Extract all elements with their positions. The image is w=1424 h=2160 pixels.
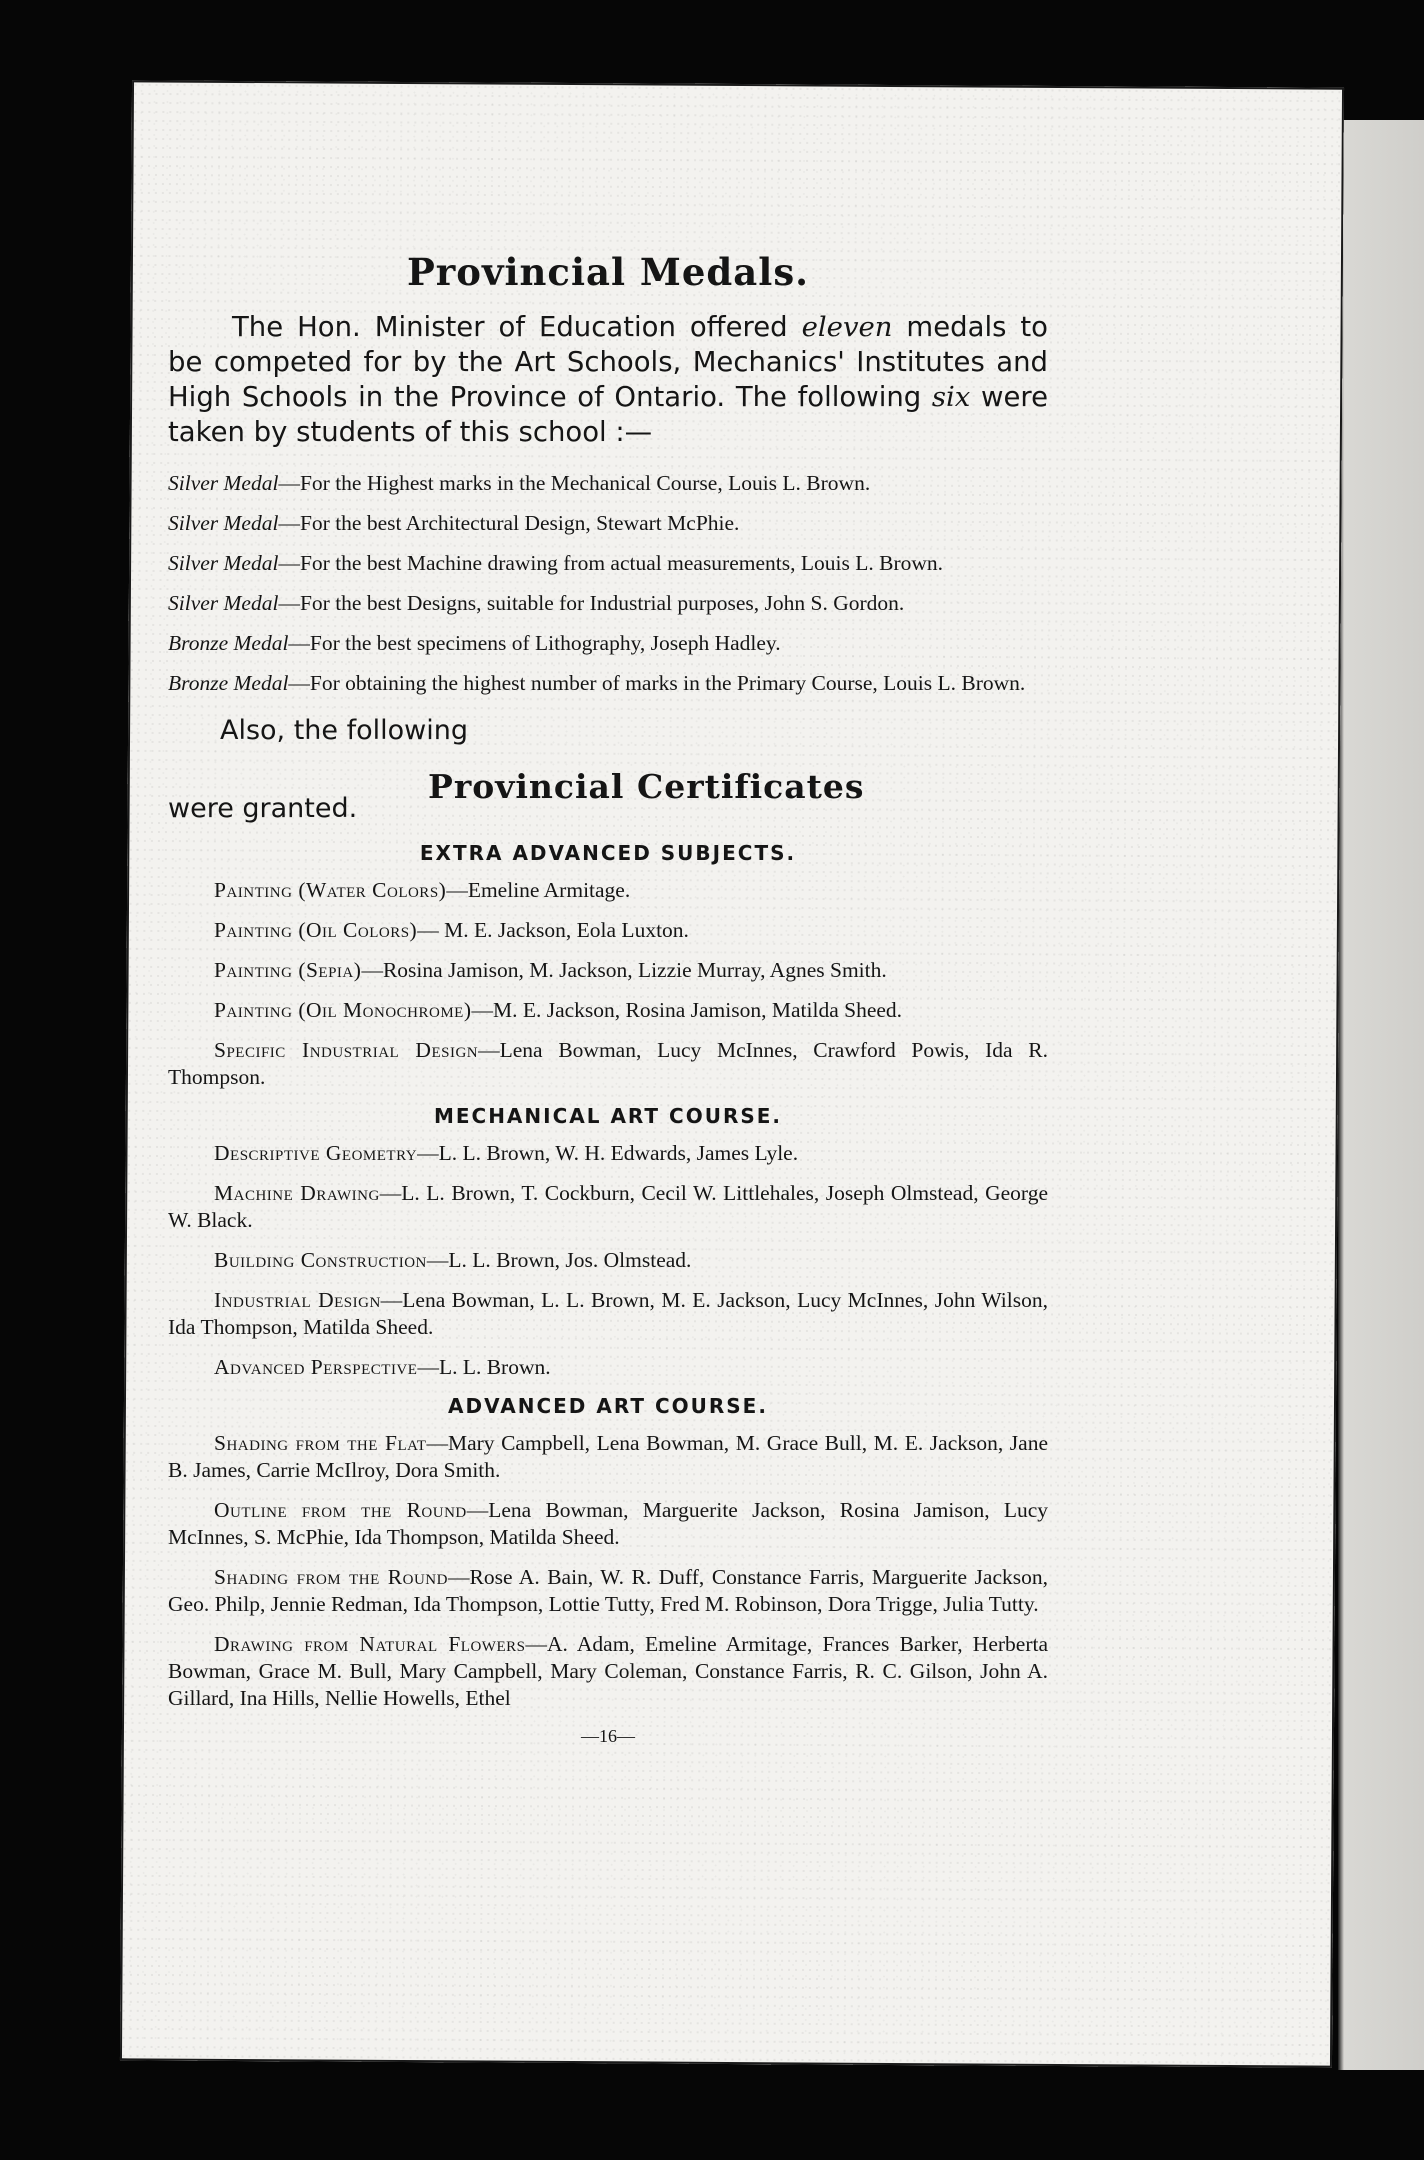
intro-middle: medals to be competed for by the Art Schools, Mechanics' Institutes and High Schools in the Province of Ontario. The following <box>168 311 1048 413</box>
names: —Lena Bowman, L. L. Brown, M. E. Jackson, Lucy McInnes, John Wilson, Ida Thompson, Matilda Sheed. <box>168 1288 1048 1339</box>
subject: Painting (Oil Colors) <box>214 918 418 942</box>
medal-entry <box>168 470 1048 497</box>
certificate-entry <box>168 877 1048 904</box>
subject: Painting (Water Colors) <box>214 878 447 902</box>
adjacent-page-edge <box>1338 120 1424 2070</box>
medal-text: —For the best Designs, suitable for Industrial purposes, John S. Gordon. <box>278 591 905 615</box>
medal-type: Silver Medal <box>168 511 279 535</box>
certificate-entry <box>168 1564 1048 1618</box>
names: —Rose A. Bain, W. R. Duff, Constance Farris, Marguerite Jackson, Geo. Philp, Jennie Redman, Ida Thompson, Lottie Tutty, Fred M. Robinson, Dora Trigge, Julia Tutty. <box>168 1565 1048 1616</box>
subject: Painting (Oil Monochrome) <box>214 998 472 1022</box>
names: — M. E. Jackson, Eola Luxton. <box>417 918 689 942</box>
medal-text: —For the best Architectural Design, Stewart McPhie. <box>278 511 740 535</box>
certificate-entry <box>168 1140 1048 1167</box>
section-advanced-art <box>168 1394 1048 1712</box>
names: —L. L. Brown, Jos. Olmstead. <box>426 1248 692 1272</box>
medal-entry <box>168 590 1048 617</box>
medal-type: Silver Medal <box>168 471 279 495</box>
intro-six: six <box>931 381 971 413</box>
section-mechanical-art <box>168 1104 1048 1381</box>
medal-text: —For the Highest marks in the Mechanical Course, Louis L. Brown. <box>278 471 871 495</box>
subject: Advanced Perspective <box>214 1355 418 1379</box>
certificate-entry <box>168 1430 1048 1484</box>
subject: Painting (Sepia) <box>214 958 362 982</box>
section-extra-advanced <box>168 841 1048 1091</box>
intro-suffix: were taken by students of this school :— <box>168 381 1048 448</box>
certificate-entry <box>168 917 1048 944</box>
also-text: Also, the following <box>220 715 468 746</box>
subject: Industrial Design <box>214 1288 381 1312</box>
names: —L. L. Brown, T. Cockburn, Cecil W. Littlehales, Joseph Olmstead, George W. Black. <box>168 1181 1049 1232</box>
subject: Specific Industrial Design <box>214 1038 479 1062</box>
certificate-entry <box>168 957 1048 984</box>
subject: Shading from the Flat <box>214 1431 427 1455</box>
names: —L. L. Brown. <box>417 1355 551 1379</box>
medal-type: Silver Medal <box>168 551 279 575</box>
section-heading: MECHANICAL ART COURSE. <box>433 1104 783 1128</box>
certificate-entry <box>168 1247 1048 1274</box>
subject: Outline from the Round <box>214 1498 467 1522</box>
names: —Emeline Armitage. <box>446 878 631 902</box>
medal-type: Bronze Medal <box>168 671 289 695</box>
intro-paragraph <box>168 310 1048 450</box>
names: —Lena Bowman, Marguerite Jackson, Rosina Jamison, Lucy McInnes, S. McPhie, Ida Thompson, Matilda Sheed. <box>168 1498 1048 1549</box>
medal-entry <box>168 510 1048 537</box>
names: —M. E. Jackson, Rosina Jamison, Matilda Sheed. <box>471 998 903 1022</box>
subject: Machine Drawing <box>214 1181 380 1205</box>
names: —Rosina Jamison, M. Jackson, Lizzie Murray, Agnes Smith. <box>361 958 887 982</box>
certificate-entry <box>168 1037 1048 1091</box>
medal-entry <box>168 670 1048 697</box>
names: —Lena Bowman, Lucy McInnes, Crawford Powis, Ida R. Thompson. <box>168 1038 1049 1089</box>
certificate-entry <box>168 997 1048 1024</box>
subject: Building Construction <box>214 1248 427 1272</box>
intro-eleven: eleven <box>801 311 893 343</box>
names: —Mary Campbell, Lena Bowman, M. Grace Bull, M. E. Jackson, Jane B. James, Carrie McIlroy, Dora Smith. <box>168 1431 1048 1482</box>
certificates-heading: Provincial Certificates <box>428 767 865 806</box>
medals-heading: Provincial Medals. <box>406 250 810 294</box>
page-content <box>168 100 1048 1747</box>
certificates-intro <box>168 715 1048 833</box>
intro-prefix: The Hon. Minister of Education offered <box>232 311 802 343</box>
medal-type: Silver Medal <box>168 591 279 615</box>
certificate-entry <box>168 1354 1048 1381</box>
subject: Descriptive Geometry <box>214 1141 418 1165</box>
names: —A. Adam, Emeline Armitage, Frances Barker, Herberta Bowman, Grace M. Bull, Mary Campbell, Mary Coleman, Constance Farris, R. C. Gilson, John A. Gillard, Ina Hills, Nellie Howells, Ethel <box>168 1632 1048 1710</box>
medal-type: Bronze Medal <box>168 631 289 655</box>
medals-list <box>168 470 1048 697</box>
subject: Shading from the Round <box>214 1565 448 1589</box>
certificate-entry <box>168 1287 1048 1341</box>
page-number: —16— <box>581 1726 635 1746</box>
medal-text: —For obtaining the highest number of marks in the Primary Course, Louis L. Brown. <box>288 671 1026 695</box>
certificate-entry <box>168 1631 1048 1712</box>
names: —L. L. Brown, W. H. Edwards, James Lyle. <box>417 1141 799 1165</box>
section-heading: EXTRA ADVANCED SUBJECTS. <box>419 841 797 865</box>
certificate-entry <box>168 1180 1048 1234</box>
medal-entry <box>168 630 1048 657</box>
subject: Drawing from Natural Flowers <box>214 1632 526 1656</box>
medal-text: —For the best specimens of Lithography, Joseph Hadley. <box>288 631 781 655</box>
section-heading: ADVANCED ART COURSE. <box>448 1394 768 1418</box>
medal-text: —For the best Machine drawing from actual measurements, Louis L. Brown. <box>278 551 944 575</box>
granted-text: were granted. <box>168 793 358 824</box>
medal-entry <box>168 550 1048 577</box>
certificate-entry <box>168 1497 1048 1551</box>
